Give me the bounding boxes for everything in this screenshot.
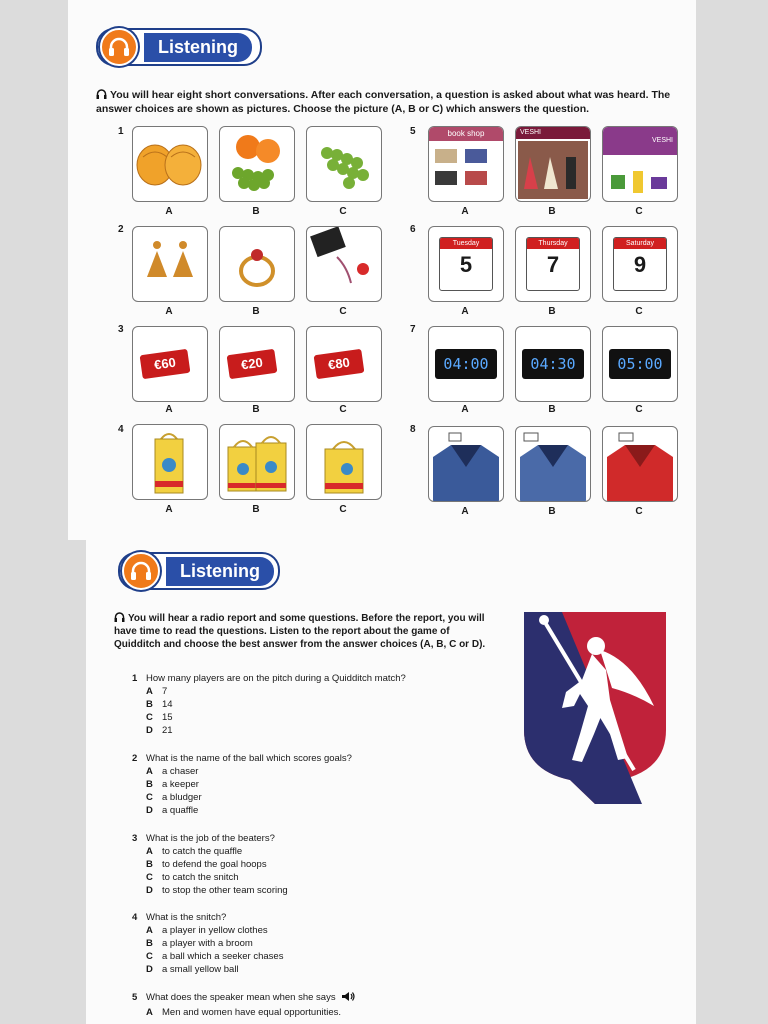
option-letter: C [339,404,347,415]
item-number: 7 [410,324,416,335]
question-5: 5 What does the speaker mean when she says A Men and women have equal opportunities. [132,991,472,1019]
question-1: 1 How many players are on the pitch during a Quidditch match? A 7 B 14 C 15 D 21 [132,672,472,737]
headphones-icon [114,612,125,622]
picture-price-tag-20[interactable] [219,326,295,402]
item-number: 3 [118,324,124,335]
option-letter: C [339,504,347,515]
option-letter: A [165,404,173,415]
picture-grapes[interactable] [306,126,382,202]
speaker-audio-icon[interactable] [341,991,355,1006]
picture-bookshop[interactable] [428,126,504,202]
picture-blue-jumper-a[interactable] [428,426,504,502]
listening-badge [96,28,262,66]
headphones-icon [122,552,160,590]
option-letter: B [548,206,556,217]
answer-option[interactable]: A to catch the quaffle [146,846,243,857]
picture-clock-0500[interactable] [602,326,678,402]
question-4: 4 What is the snitch? A a player in yellow clothes B a player with a broom C a ball which a seeker chases D a small yellow ball [132,911,472,976]
option-letter: C [635,306,643,317]
answer-option[interactable]: A a player in yellow clothes [146,925,268,936]
picture-phone-chain[interactable] [306,226,382,302]
option-letter: B [548,306,556,317]
answer-option[interactable]: D 21 [146,725,173,736]
answer-option[interactable]: A Men and women have equal opportunities. [146,1007,342,1018]
option-letter: C [635,404,643,415]
option-letter: C [339,306,347,317]
worksheet-page-2 [86,540,696,1024]
answer-option[interactable]: D to stop the other team scoring [146,885,288,896]
section-title: Listening [144,33,252,62]
listening-badge [118,552,280,590]
picture-oranges-grapes[interactable] [219,126,295,202]
picture-one-wide-bag[interactable] [306,424,382,500]
shop-sign: book shop [429,127,503,141]
clock-display: 04:30 [522,349,584,379]
item-number: 4 [118,424,124,435]
question-2: 2 What is the name of the ball which scores goals? A a chaser B a keeper C a bludger D a quaffle [132,752,472,817]
answer-option[interactable]: D a quaffle [146,805,199,816]
calendar-date: 5 [459,252,473,277]
calendar-day: Saturday [614,238,666,249]
option-letter: B [252,404,260,415]
picture-price-tag-80[interactable] [306,326,382,402]
option-letter: A [165,504,173,515]
headphones-icon [100,28,138,66]
answer-option[interactable]: D a small yellow ball [146,964,239,975]
instructions: You will hear a radio report and some questions. Before the report, you will have time to read the questions. Listen to the report about the game of Quidditch and choose the best answer from the answer choices (A, B, C or D). [114,613,486,650]
picture-calendar-saturday[interactable] [602,226,678,302]
answer-option[interactable]: C 15 [146,712,173,723]
option-letter: C [339,206,347,217]
answer-option[interactable]: B 14 [146,699,173,710]
section-title: Listening [166,557,274,586]
picture-clock-0430[interactable] [515,326,591,402]
price-label: €80 [314,349,365,379]
calendar-day: Tuesday [440,238,492,249]
item-number: 2 [118,224,124,235]
picture-clothes-display[interactable] [602,126,678,202]
picture-ring[interactable] [219,226,295,302]
picture-one-bag[interactable] [132,424,208,500]
shop-sign: VESHI [603,127,677,155]
option-letter: C [635,506,643,517]
item-number: 1 [118,126,124,137]
picture-calendar-thursday[interactable] [515,226,591,302]
item-number: 5 [410,126,416,137]
instructions: You will hear eight short conversations. After each conversation, a question is asked about what was heard. The answer choices are shown as pictures. Choose the picture (A, B or C) which answers the question. [96,89,671,115]
answer-option[interactable]: C to catch the snitch [146,872,239,883]
answer-option[interactable]: C a ball which a seeker chases [146,951,284,962]
option-letter: A [461,506,469,517]
item-number: 8 [410,424,416,435]
answer-option[interactable]: A a chaser [146,766,199,777]
calendar-date: 9 [633,252,647,277]
option-letter: A [165,206,173,217]
shop-sign: VESHI [516,127,591,139]
clock-display: 05:00 [609,349,671,379]
worksheet-page-1 [68,0,696,540]
option-letter: C [635,206,643,217]
price-label: €60 [140,349,191,379]
option-letter: A [461,206,469,217]
picture-calendar-tuesday[interactable] [428,226,504,302]
picture-blue-jumper-b[interactable] [515,426,591,502]
clock-display: 04:00 [435,349,497,379]
option-letter: A [165,306,173,317]
quidditch-shield-logo [522,610,668,806]
picture-price-tag-60[interactable] [132,326,208,402]
picture-melons[interactable] [132,126,208,202]
picture-two-bags[interactable] [219,424,295,500]
picture-clothes-shop[interactable] [515,126,591,202]
answer-option[interactable]: A 7 [146,686,168,697]
answer-option[interactable]: B a player with a broom [146,938,253,949]
option-letter: A [461,306,469,317]
option-letter: B [252,504,260,515]
answer-option[interactable]: B a keeper [146,779,199,790]
price-label: €20 [227,349,278,379]
option-letter: B [548,506,556,517]
question-3: 3 What is the job of the beaters? A to catch the quaffle B to defend the goal hoops C to catch the snitch D to stop the other team scoring [132,832,472,897]
picture-clock-0400[interactable] [428,326,504,402]
answer-option[interactable]: B to defend the goal hoops [146,859,267,870]
option-letter: B [252,306,260,317]
item-number: 6 [410,224,416,235]
calendar-date: 7 [546,252,560,277]
option-letter: B [252,206,260,217]
option-letter: A [461,404,469,415]
picture-earrings[interactable] [132,226,208,302]
headphones-icon [96,89,107,99]
answer-option[interactable]: C a bludger [146,792,202,803]
picture-red-jumper[interactable] [602,426,678,502]
calendar-day: Thursday [527,238,579,249]
option-letter: B [548,404,556,415]
